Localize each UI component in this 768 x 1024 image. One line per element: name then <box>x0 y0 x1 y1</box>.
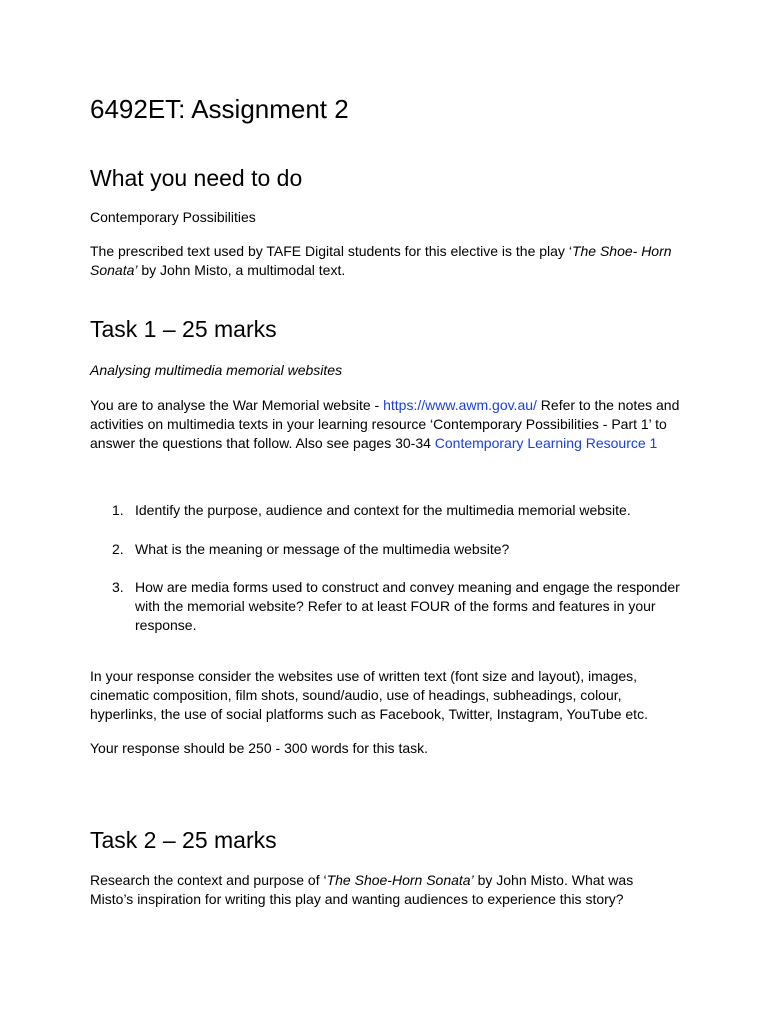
task1-text-middle: Refer to the notes and activities on multimedia texts in your learning resource ‘Contemporary Possibilities - Part 1’ to answer the questions that follow. Also see pages 30-34 <box>90 397 680 451</box>
task2-paragraph <box>90 871 680 909</box>
section-heading: What you need to do <box>90 165 303 191</box>
intro-play-title: The Shoe- Horn Sonata’ <box>90 243 672 278</box>
task2-text-before: Research the context and purpose of ‘ <box>90 872 327 888</box>
question-number: 1. <box>112 502 124 518</box>
intro-text-after: by John Misto, a multimodal text. <box>137 262 346 278</box>
task1-questions <box>90 501 680 635</box>
question-text: Identify the purpose, audience and context for the multimedia memorial website. <box>135 502 631 518</box>
question-number: 3. <box>112 579 124 595</box>
question-item <box>90 501 680 520</box>
awm-link[interactable]: https://www.awm.gov.au/ <box>383 397 537 413</box>
learning-resource-link[interactable]: Contemporary Learning Resource 1 <box>434 435 658 451</box>
subtitle: Contemporary Possibilities <box>90 209 256 225</box>
intro-paragraph <box>90 242 680 280</box>
task1-instructions <box>90 396 680 453</box>
task2-text-after: by John Misto. What was Misto’s inspiration for writing this play and wanting audiences to experience this story? <box>90 872 634 907</box>
task1-text-before: You are to analyse the War Memorial website - <box>90 397 384 413</box>
task1-consider-paragraph: In your response consider the websites use of written text (font size and layout), images, cinematic composition, film shots, sound/audio, use of headings, subheadings, colour, hyperlinks, the use of social platforms such as Facebook, Twitter, Instagram, YouTube etc. <box>90 668 648 722</box>
question-text: What is the meaning or message of the multimedia website? <box>135 541 510 557</box>
question-text: How are media forms used to construct and convey meaning and engage the responder with the memorial website? Refer to at least FOUR of the forms and features in your response. <box>135 579 680 633</box>
task2-heading: Task 2 – 25 marks <box>90 827 277 853</box>
task2-play-title: The Shoe-Horn Sonata’ <box>326 872 474 888</box>
question-item <box>90 540 680 559</box>
document-title: 6492ET: Assignment 2 <box>90 94 349 124</box>
question-item <box>90 578 680 635</box>
intro-text-before: The prescribed text used by TAFE Digital students for this elective is the play ‘ <box>90 243 572 259</box>
question-number: 2. <box>112 541 124 557</box>
task1-heading: Task 1 – 25 marks <box>90 316 277 342</box>
task1-subheading: Analysing multimedia memorial websites <box>90 362 343 378</box>
task1-word-count: Your response should be 250 - 300 words for this task. <box>90 740 429 756</box>
